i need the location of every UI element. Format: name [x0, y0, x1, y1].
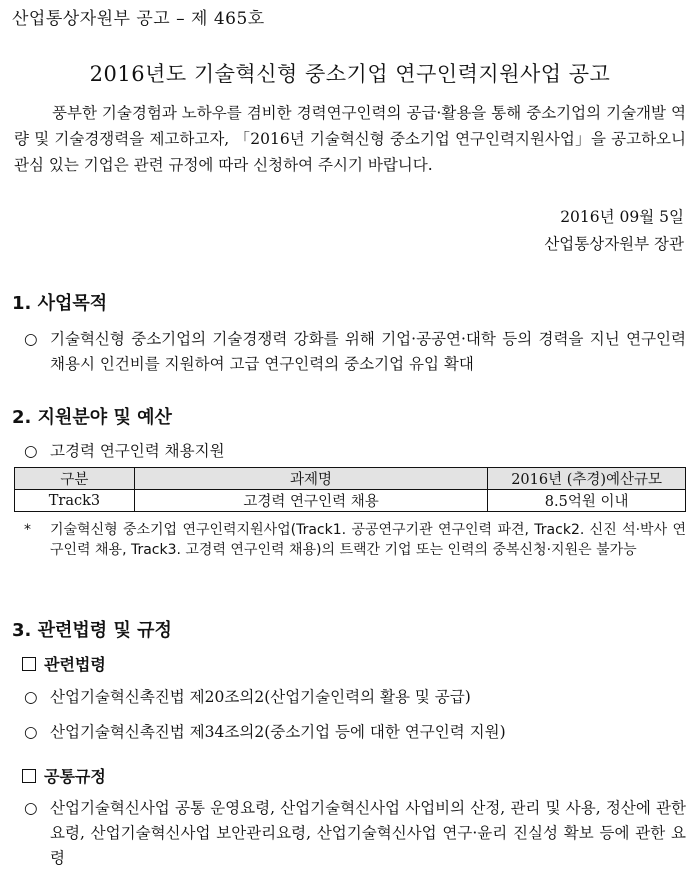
- law-item-text: 산업기술혁신촉진법 제34조의2(중소기업 등에 대한 연구인력 지원): [50, 723, 506, 741]
- subsection-common-rules: [22, 764, 106, 787]
- notice-number: 산업통상자원부 공고 – 제 465호: [12, 9, 265, 29]
- section2-bullet: [24, 439, 686, 464]
- rules-item: [24, 796, 686, 871]
- section1-heading: 1. 사업목적: [12, 293, 108, 314]
- law-item: [24, 720, 686, 745]
- law-item-text: 산업기술혁신촉진법 제20조의2(산업기술인력의 활용 및 공급): [50, 688, 471, 706]
- budget-table: [14, 467, 686, 512]
- square-box-icon: [22, 657, 36, 671]
- table-header-cell: 2016년 (추경)예산규모: [488, 468, 686, 490]
- square-box-icon: [22, 769, 36, 783]
- footnote-mark: *: [24, 522, 31, 538]
- table-cell: 고경력 연구인력 채용: [134, 490, 487, 512]
- rules-item-text: 산업기술혁신사업 공통 운영요령, 산업기술혁신사업 사업비의 산정, 관리 및 사용, 정산에 관한 요령, 산업기술혁신사업 보안관리요령, 산업기술혁신사업 연구·윤리 진실성 확보 등에 관한 요령: [50, 799, 686, 867]
- table-row: [15, 490, 686, 512]
- announcement-date: 2016년 09월 5일: [560, 208, 684, 226]
- bullet-mark: ○: [24, 330, 38, 348]
- section1-text: 기술혁신형 중소기업의 기술경쟁력 강화를 위해 기업·공공연·대학 등의 경력을 지닌 연구인력 채용시 인건비를 지원하여 고급 연구인력의 중소기업 유입 확대: [50, 330, 686, 373]
- section1-bullet: [24, 327, 686, 377]
- section3-heading: 3. 관련법령 및 규정: [12, 620, 172, 641]
- table-header-cell: 과제명: [134, 468, 487, 490]
- table-header-cell: 구분: [15, 468, 135, 490]
- section2-heading: 2. 지원분야 및 예산: [12, 407, 172, 428]
- subsection-label: 공통규정: [44, 767, 106, 786]
- table-cell: 8.5억원 이내: [488, 490, 686, 512]
- intro-paragraph: 풍부한 기술경험과 노하우를 겸비한 경력연구인력의 공급·활용을 통해 중소기업의 기술개발 역량 및 기술경쟁력을 제고하고자, 「2016년 기술혁신형 중소기업 연구인력지원사업」을 공고하오니 관심 있는 기업은 관련 규정에 따라 신청하여 주시기 바랍니다.: [14, 104, 686, 174]
- subsection-related-laws: [22, 652, 106, 675]
- section2-bullet-text: 고경력 연구인력 채용지원: [50, 442, 225, 460]
- table-header-row: [15, 468, 686, 490]
- page-title: 2016년도 기술혁신형 중소기업 연구인력지원사업 공고: [89, 62, 611, 86]
- bullet-mark: ○: [24, 442, 38, 460]
- bullet-mark: ○: [24, 688, 38, 706]
- subsection-label: 관련법령: [44, 655, 106, 674]
- issuer: 산업통상자원부 장관: [544, 235, 684, 253]
- footnote-text: 기술혁신형 중소기업 연구인력지원사업(Track1. 공공연구기관 연구인력 파견, Track2. 신진 석·박사 연구인력 채용, Track3. 고경력 연구인력 채용)의 트랙간 기업 또는 인력의 중복신청·지원은 불가능: [50, 522, 686, 558]
- footnote: [24, 520, 686, 560]
- bullet-mark: ○: [24, 799, 38, 817]
- table-cell: Track3: [15, 490, 135, 512]
- law-item: [24, 685, 686, 710]
- bullet-mark: ○: [24, 723, 38, 741]
